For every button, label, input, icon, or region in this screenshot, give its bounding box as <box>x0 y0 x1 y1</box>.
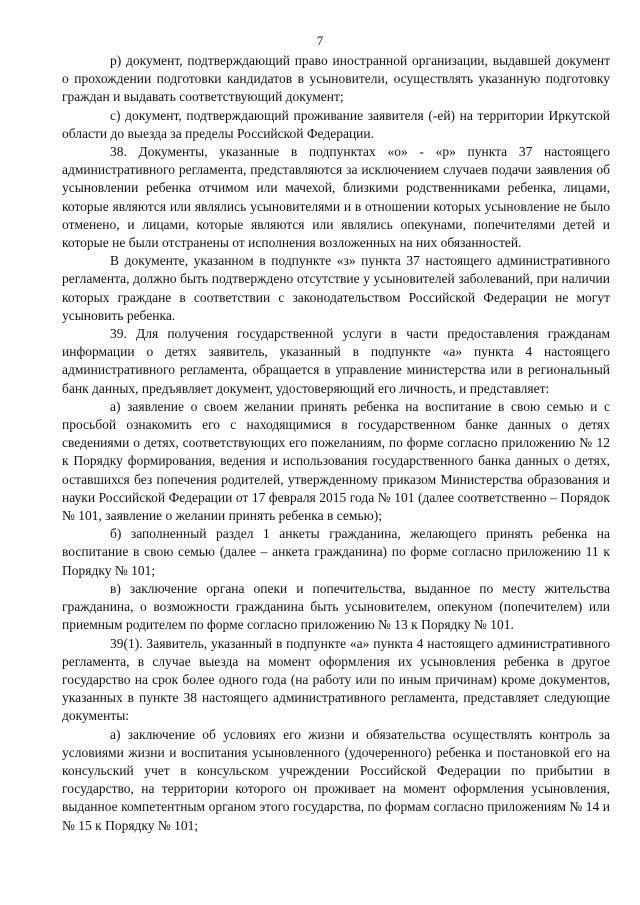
paragraph: В документе, указанном в подпункте «з» пункта 37 настоящего административного регламента, должно быть подтверждено отсутствие у усыновителей заболеваний, при наличии которых граждане в соответствии с законодательством Российской Федерации не могут усыновить ребенка. <box>62 253 610 323</box>
document-body <box>62 52 610 835</box>
paragraph: с) документ, подтверждающий проживание заявителя (-ей) на территории Иркутской области до выезда за пределы Российской Федерации. <box>62 107 610 141</box>
page-number: 7 <box>316 33 324 48</box>
paragraph: 39. Для получения государственной услуги в части предоставления гражданам информации о детях заявитель, указанный в подпункте «а» пункта 4 настоящего административного регламента, обращается в управление министерства или в региональный банк данных, предъявляет документ, удостоверяющий его личность, и представляет: <box>62 326 610 396</box>
paragraph: р) документ, подтверждающий право иностранной организации, выдавшей документ о прохождении подготовки кандидатов в усыновители, осуществлять указанную подготовку граждан и выдавать соответствующий документ; <box>62 53 610 105</box>
paragraph: 39(1). Заявитель, указанный в подпункте «а» пункта 4 настоящего административного регламента, в случае выезда на момент оформления их усыновления ребенка в другое государство на срок более одного года (на работу или по иным причинам) кроме документов, указанных в пункте 38 настоящего административного регламента, представляет следующие документы: <box>62 635 610 724</box>
paragraph: а) заключение об условиях его жизни и обязательства осуществлять контроль за условиями жизни и воспитания усыновленного (удочеренного) ребенка и постановкой его на консульский учет в консульском учреждении Российской Федерации по прибытии в государство, на территории которого он проживает на момент оформления усыновления, выданное компетентным органом этого государства, по формам согласно приложениям № 14 и № 15 к Порядку № 101; <box>62 726 610 833</box>
paragraph: б) заполненный раздел 1 анкеты гражданина, желающего принять ребенка на воспитание в свою семью (далее – анкета гражданина) по форме согласно приложению 11 к Порядку № 101; <box>62 526 610 578</box>
paragraph: а) заявление о своем желании принять ребенка на воспитание в свою семью и с просьбой ознакомить его с находящимися в государственном банке данных о детях сведениями о детях, соответствующих его пожеланиям, по форме согласно приложению № 12 к Порядку формирования, ведения и использования государственного банка данных о детях, оставшихся без попечения родителей, утвержденному приказом Министерства образования и науки Российской Федерации от 17 февраля 2015 года № 101 (далее соответственно – Порядок № 101, заявление о желании принять ребенка в семью); <box>62 398 610 524</box>
paragraph: в) заключение органа опеки и попечительства, выданное по месту жительства гражданина, о возможности гражданина быть усыновителем, опекуном (попечителем) или приемным родителем по форме согласно приложению № 13 к Порядку № 101. <box>62 580 610 633</box>
paragraph: 38. Документы, указанные в подпунктах «о» - «р» пункта 37 настоящего административного регламента, представляются за исключением случаев подачи заявления об усыновлении ребенка отчимом или мачехой, близкими родственниками ребенка, лицами, которые являются или являлись усыновителями и в отношении которых усыновление не было отменено, и лицами, которые являются или являлись опекунами, попечителями детей и которые не были отстранены от исполнения возложенных на них обязанностей. <box>62 144 610 251</box>
